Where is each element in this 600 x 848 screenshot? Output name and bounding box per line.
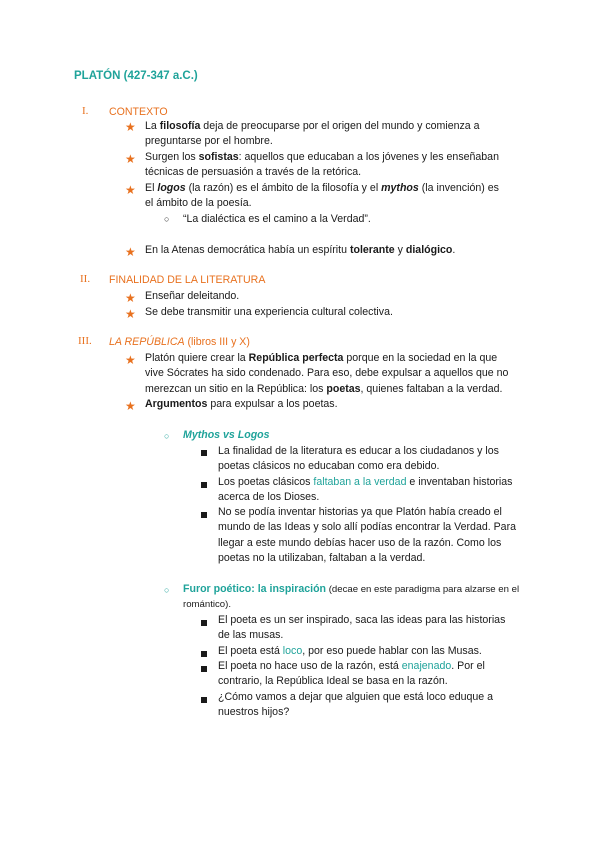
star-bullet-icon: ★ [125, 183, 136, 197]
section-heading-finalidad: FINALIDAD DE LA LITERATURA [109, 274, 266, 286]
list-item: El logos (la razón) es el ámbito de la filosofía y el mythos (la invención) es el ámbito de la poesía. [145, 182, 499, 210]
subheading-mythos-logos: Mythos vs Logos [183, 429, 270, 441]
list-item: Surgen los sofistas: aquellos que educaban a los jóvenes y les enseñaban técnicas de persuasión a través de la retórica. [145, 151, 499, 179]
section-number: I. [82, 105, 89, 117]
list-item: El poeta es un ser inspirado, saca las ideas para las historias de las musas. [218, 614, 506, 642]
list-item: ¿Cómo vamos a dejar que alguien que está loco eduque a nuestros hijos? [218, 691, 494, 719]
star-bullet-icon: ★ [125, 399, 136, 413]
furor-heading-line: Furor poético: la inspiración (decae en este paradigma para alzarse en el romántico). [183, 583, 520, 611]
square-bullet-icon [201, 450, 207, 456]
square-bullet-icon [201, 697, 207, 703]
list-item: La finalidad de la literatura es educar a los ciudadanos y los poetas clásicos no educaban como era debido. [218, 445, 499, 473]
list-item: Enseñar deleitando. [145, 290, 240, 302]
section-heading-contexto: CONTEXTO [109, 106, 168, 118]
circle-bullet-icon: ○ [164, 431, 170, 441]
square-bullet-icon [201, 666, 207, 672]
list-item: Los poetas clásicos faltaban a la verdad e inventaban historias acerca de los Dioses. [218, 476, 513, 504]
square-bullet-icon [201, 651, 207, 657]
star-bullet-icon: ★ [125, 245, 136, 259]
list-item: El poeta no hace uso de la razón, está enajenado. Por el contrario, la República Ideal se basa en la razón. [218, 660, 485, 688]
list-item: En la Atenas democrática había un espíritu tolerante y dialógico. [145, 244, 456, 256]
list-item: No se podía inventar historias ya que Platón había creado el mundo de las Ideas y solo allí podías encontrar la Verdad. Para llegar a este mundo debías hacer uso de la razón. Como los poetas no la utilizaban, faltaban a la verdad. [218, 506, 516, 565]
square-bullet-icon [201, 512, 207, 518]
list-item: Argumentos para expulsar a los poetas. [145, 398, 338, 410]
list-item: La filosofía deja de preocuparse por el origen del mundo y comienza a preguntarse por el hombre. [145, 120, 480, 148]
star-bullet-icon: ★ [125, 291, 136, 305]
page-title: PLATÓN (427-347 a.C.) [74, 70, 198, 82]
subheading-furor: Furor poético: la inspiración [183, 583, 327, 595]
list-item: Se debe transmitir una experiencia cultural colectiva. [145, 306, 393, 318]
circle-bullet-icon: ○ [164, 214, 170, 224]
square-bullet-icon [201, 620, 207, 626]
star-bullet-icon: ★ [125, 120, 136, 134]
star-bullet-icon: ★ [125, 353, 136, 367]
star-bullet-icon: ★ [125, 307, 136, 321]
section-heading-republica: LA REPÚBLICA (libros III y X) [109, 336, 250, 348]
section-number: III. [78, 335, 92, 347]
star-bullet-icon: ★ [125, 152, 136, 166]
square-bullet-icon [201, 482, 207, 488]
list-item: El poeta está loco, por eso puede hablar con las Musas. [218, 645, 482, 657]
quote: “La dialéctica es el camino a la Verdad”. [183, 213, 371, 225]
circle-bullet-icon: ○ [164, 585, 170, 595]
list-item: Platón quiere crear la República perfecta porque en la sociedad en la que vive Sócrates ha sido condenado. Para eso, debe expulsar a aquellos que no merezcan un sitio en la República: los poetas, quienes faltaban a la verdad. [145, 352, 509, 395]
section-number: II. [80, 273, 91, 285]
